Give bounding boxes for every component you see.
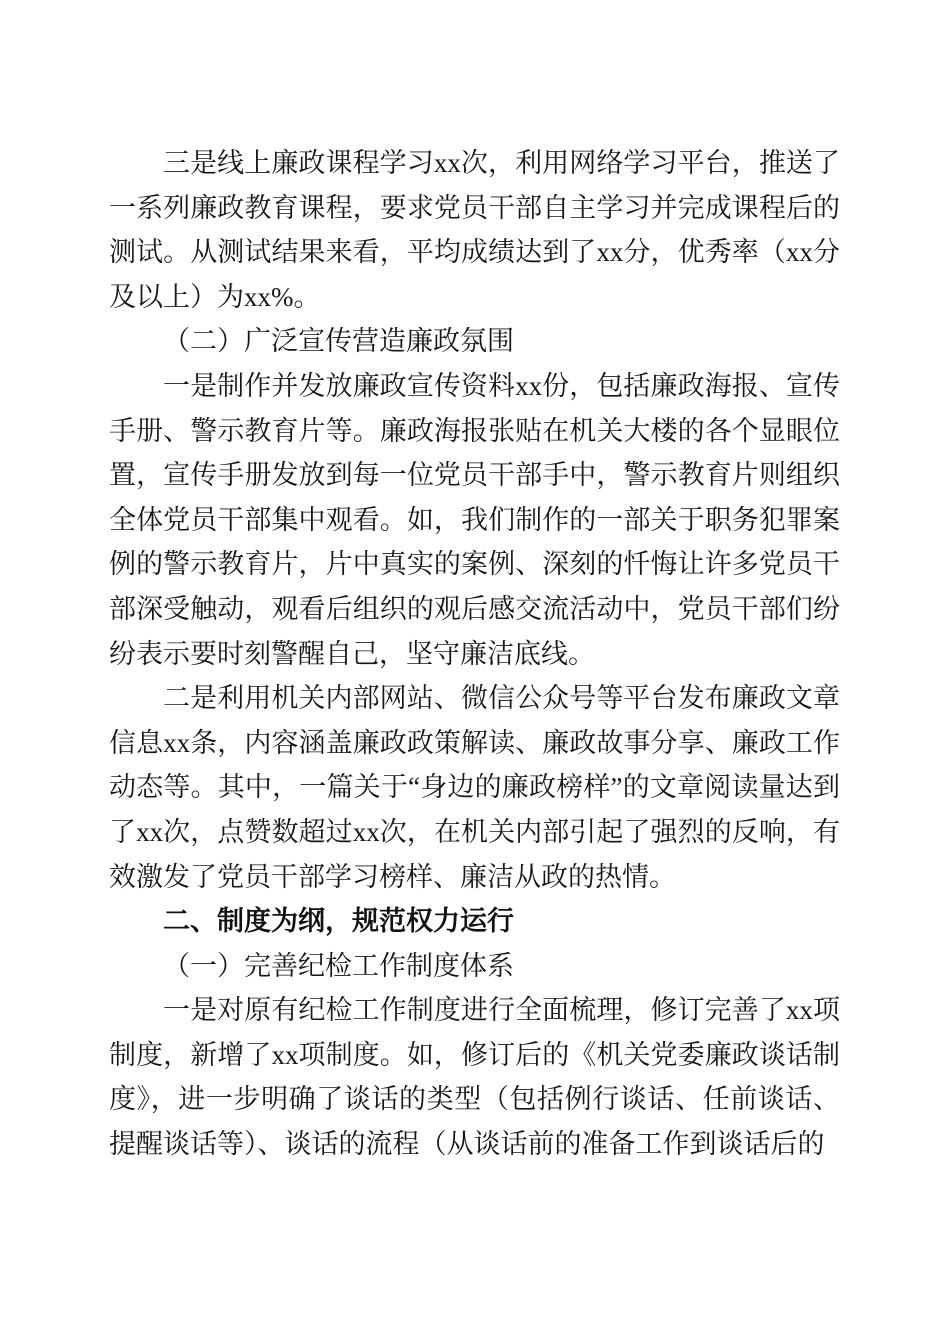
paragraph-system-revision: 一是对原有纪检工作制度进行全面梳理，修订完善了xx项制度，新增了xx项制度。如，修订后的《机关党委廉政谈话制度》，进一步明确了谈话的类型（包括例行谈话、任前谈话、提醒谈话等）、谈话的流程（从谈话前的准备工作到谈话后的 xyxy=(109,995,840,1160)
paragraph-online-courses: 三是线上廉政课程学习xx次，利用网络学习平台，推送了一系列廉政教育课程，要求党员干部自主学习并完成课程后的测试。从测试结果来看，平均成绩达到了xx分，优秀率（xx分及以上）为xx%。 xyxy=(109,148,840,312)
paragraph-publicity-materials: 一是制作并发放廉政宣传资料xx份，包括廉政海报、宣传手册、警示教育片等。廉政海报张贴在机关大楼的各个显眼位置，宣传手册发放到每一位党员干部手中，警示教育片则组织全体党员干部集中观看。如，我们制作的一部关于职务犯罪案例的警示教育片，片中真实的案例、深刻的忏悔让许多党员干部深受触动，观看后组织的观后感交流活动中，党员干部们纷纷表示要时刻警醒自己，坚守廉洁底线。 xyxy=(109,370,840,669)
subheading-publicity-atmosphere: （二）广泛宣传营造廉政氛围 xyxy=(163,326,514,357)
subheading-discipline-system: （一）完善纪检工作制度体系 xyxy=(163,950,514,981)
section-heading-institution-norms: 二、制度为纲，规范权力运行 xyxy=(163,906,514,937)
paragraph-online-articles: 二是利用机关内部网站、微信公众号等平台发布廉政文章信息xx条，内容涵盖廉政政策解读、廉政故事分享、廉政工作动态等。其中，一篇关于“身边的廉政榜样”的文章阅读量达到了xx次，点赞数超过xx次，在机关内部引起了强烈的反响，有效激发了党员干部学习榜样、廉洁从政的热情。 xyxy=(109,683,840,892)
